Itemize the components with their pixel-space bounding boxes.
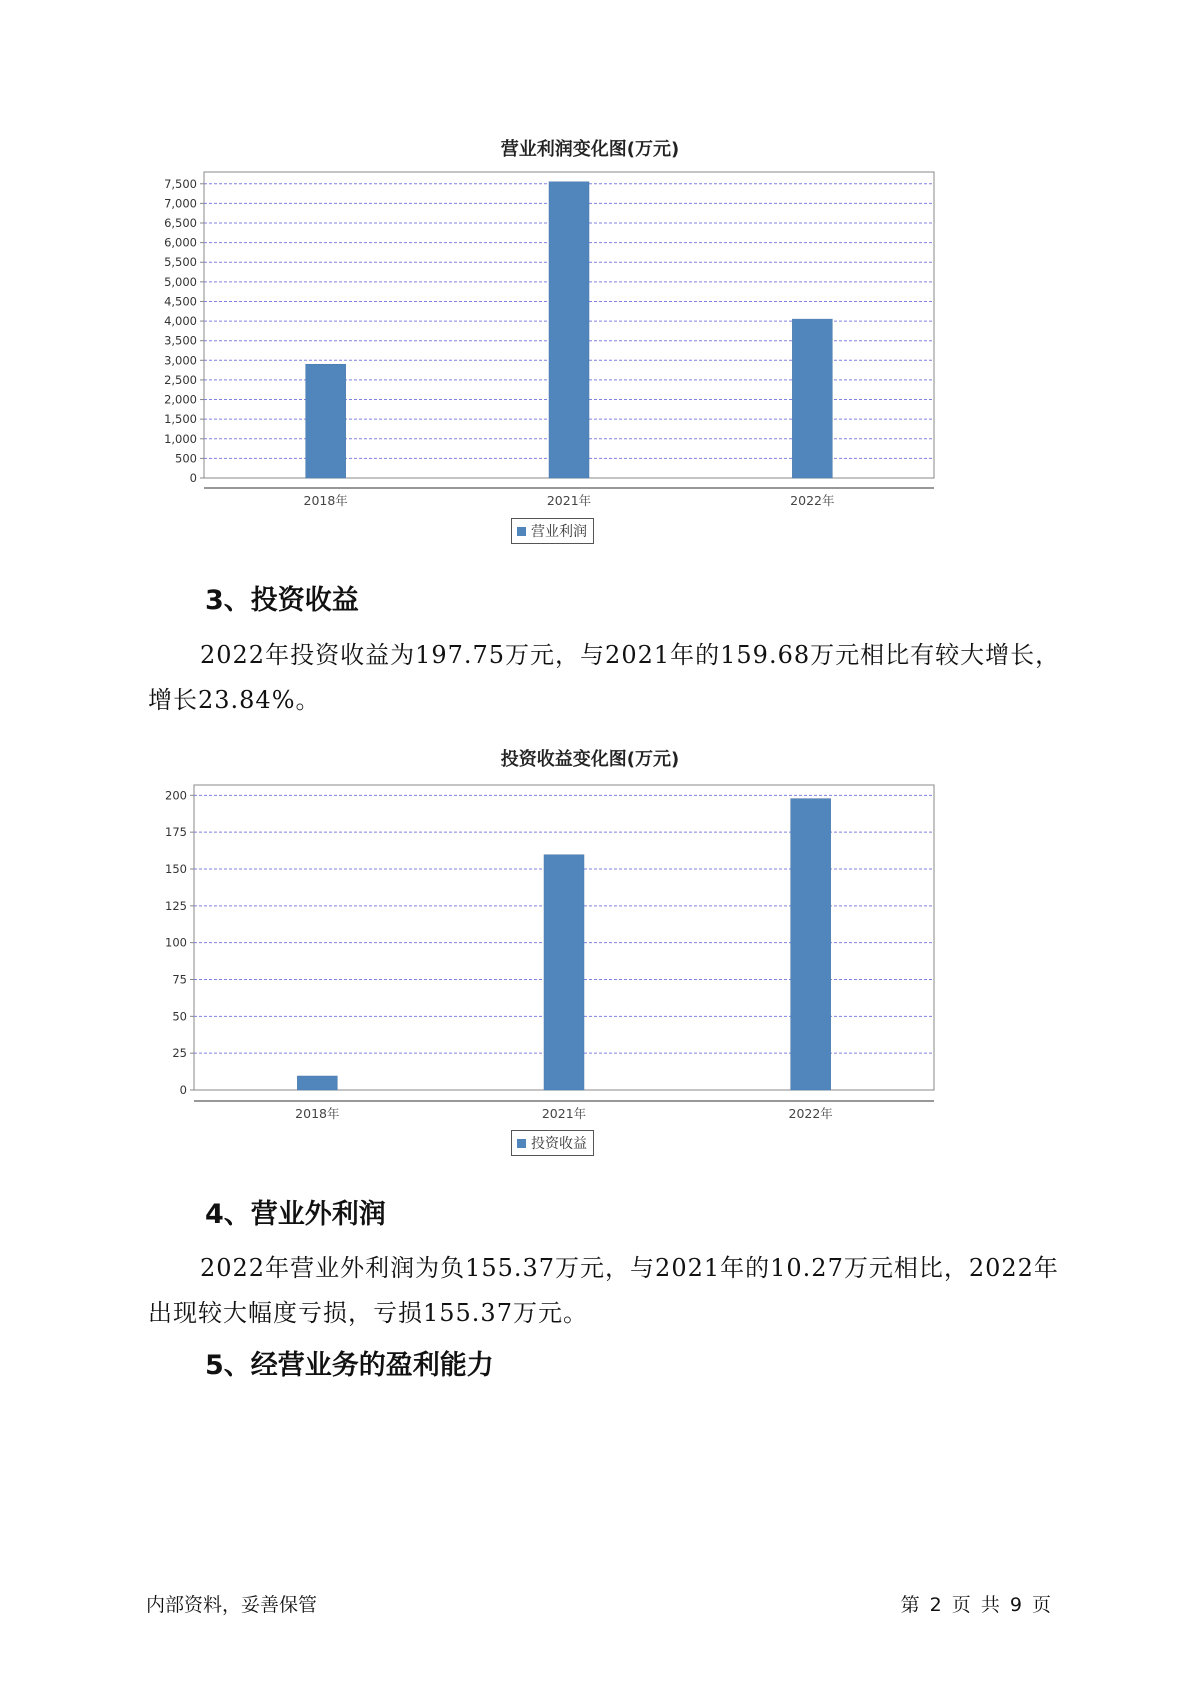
invest-chart-plot [150,775,1030,1155]
invest-chart [150,745,1030,1165]
y-tick-label: 3,500 [164,333,197,348]
section-4-paragraph: 2022年营业外利润为负155.37万元，与2021年的10.27万元相比，2022年出现较大幅度亏损，亏损155.37万元。 [148,1254,1059,1327]
y-tick-label: 4,000 [164,314,197,329]
y-tick-label: 7,000 [164,196,197,211]
y-tick-label: 200 [165,788,187,803]
y-tick-label: 4,500 [164,294,197,309]
x-tick-label: 2021年 [541,1106,587,1121]
section-5-heading: 5、经营业务的盈利能力 [205,1350,494,1381]
y-tick-label: 6,000 [164,235,197,250]
profit-legend-label: 营业利润 [531,524,587,540]
y-tick-label: 2,000 [164,392,197,407]
x-tick-label: 2022年 [790,493,835,508]
profit-chart-title: 营业利润变化图(万元) [500,139,680,160]
y-tick-label: 7,500 [164,176,197,191]
y-tick-label: 1,500 [164,412,197,427]
footer-page-number: 第 2 页 共 9 页 [900,1594,1051,1616]
y-tick-label: 6,500 [164,216,197,230]
section-3-heading: 3、投资收益 [205,585,359,616]
y-tick-label: 0 [189,471,197,485]
y-tick-label: 5,500 [164,255,197,270]
y-tick-label: 2,500 [164,372,197,387]
bar-2021年 [544,855,584,1090]
section-3-paragraph: 2022年投资收益为197.75万元，与2021年的159.68万元相比有较大增长，增长23.84%。 [148,641,1061,714]
y-tick-label: 100 [165,935,187,950]
y-tick-label: 25 [172,1046,187,1061]
bar-2018年 [306,364,346,478]
x-tick-label: 2022年 [788,1106,833,1121]
y-tick-label: 3,000 [164,353,197,368]
legend-swatch [517,1139,526,1148]
bar-2022年 [792,319,832,478]
profit-chart [150,135,1030,555]
x-tick-label: 2018年 [303,493,348,508]
y-tick-label: 75 [172,972,187,987]
y-tick-label: 50 [172,1009,187,1024]
y-tick-label: 500 [175,451,197,466]
legend-swatch [517,527,526,536]
bar-2021年 [549,182,589,478]
invest-legend-label: 投资收益 [531,1136,587,1152]
section-4-heading: 4、营业外利润 [205,1199,386,1230]
y-tick-label: 125 [165,898,187,913]
bar-2018年 [297,1076,337,1090]
invest-chart-title: 投资收益变化图(万元) [500,749,680,770]
y-tick-label: 5,000 [164,274,197,289]
y-tick-label: 175 [165,825,187,840]
y-tick-label: 150 [165,861,187,876]
invest-chart-legend [511,1130,594,1156]
x-tick-label: 2021年 [546,493,592,508]
profit-chart-plot [150,165,1030,545]
x-tick-label: 2018年 [295,1106,340,1121]
footer-confidential: 内部资料，妥善保管 [146,1594,318,1616]
y-tick-label: 0 [179,1083,187,1097]
bar-2022年 [791,799,831,1090]
y-tick-label: 1,000 [164,431,197,446]
profit-chart-legend [511,518,594,544]
